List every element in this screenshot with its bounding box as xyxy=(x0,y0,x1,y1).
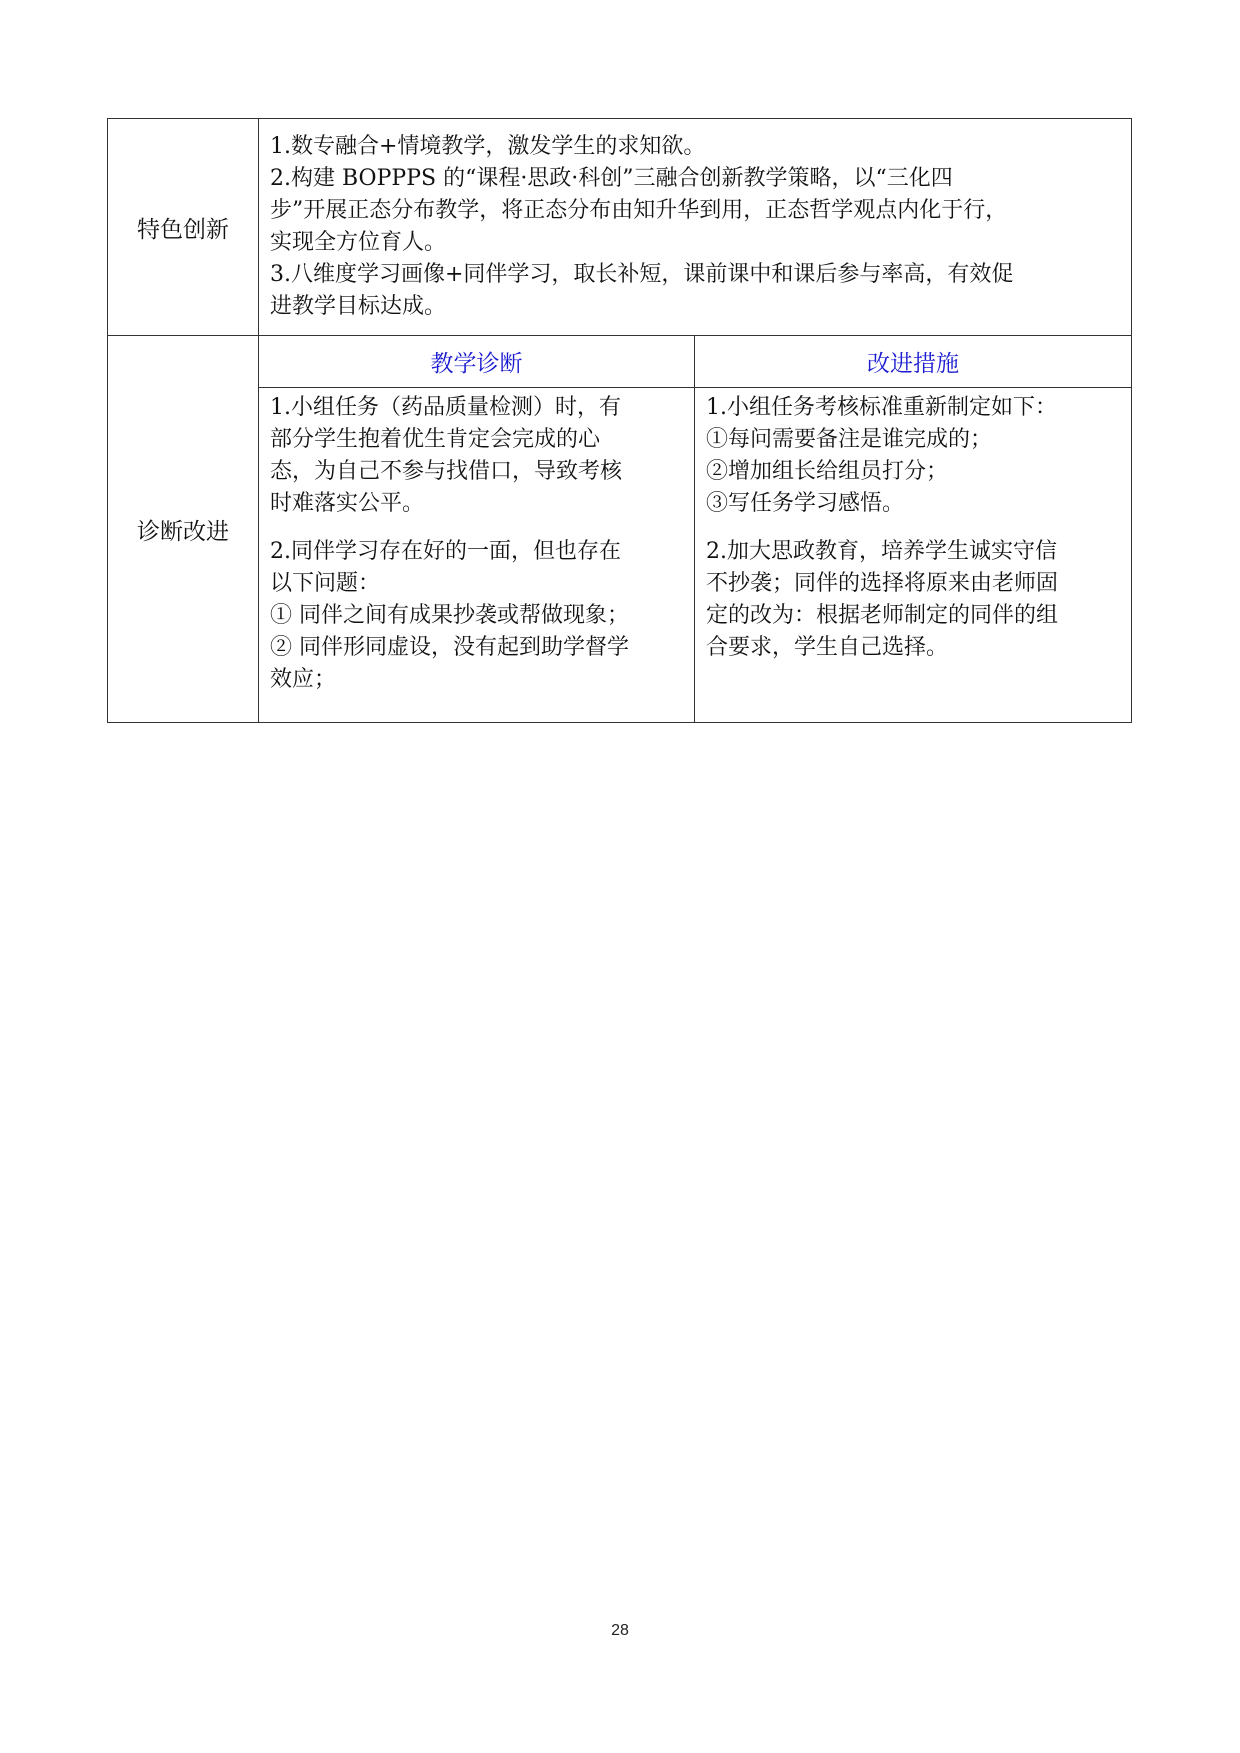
measures-p1-line-2: ①每问需要备注是谁完成的； xyxy=(706,427,993,452)
innovation-label: 特色创新 xyxy=(108,119,259,336)
innovation-line-1: 1.数专融合+情境教学，激发学生的求知欲。 xyxy=(270,134,706,159)
innovation-row xyxy=(108,119,1132,336)
diagnosis-p2-line-5: 效应； xyxy=(270,667,337,692)
measures-p1-line-4: ③写任务学习感悟。 xyxy=(706,491,905,516)
measures-paragraph-2 xyxy=(706,536,1121,664)
diagnosis-p2-line-3: ① 同伴之间有成果抄袭或帮做现象； xyxy=(270,603,629,628)
innovation-line-4: 实现全方位育人。 xyxy=(270,230,447,255)
diagnosis-label: 诊断改进 xyxy=(108,336,259,723)
diagnosis-p1-line-2: 部分学生抱着优生肯定会完成的心 xyxy=(270,427,601,452)
measures-p2-line-3: 定的改为：根据老师制定的同伴的组 xyxy=(706,603,1059,628)
teaching-diagnosis-content xyxy=(259,388,695,723)
page-number: 28 xyxy=(611,1622,629,1639)
measures-p2-line-1: 2.加大思政教育，培养学生诚实守信 xyxy=(706,539,1057,564)
improvement-measures-content xyxy=(695,388,1132,723)
diagnosis-p2-line-1: 2.同伴学习存在好的一面，但也存在 xyxy=(270,539,621,564)
diagnosis-header-row xyxy=(108,336,1132,388)
evaluation-table xyxy=(107,118,1132,723)
measures-p2-line-2: 不抄袭；同伴的选择将原来由老师固 xyxy=(706,571,1059,596)
innovation-line-5: 3.八维度学习画像+同伴学习，取长补短，课前课中和课后参与率高，有效促 xyxy=(270,262,1014,287)
diagnosis-p1-line-4: 时难落实公平。 xyxy=(270,491,425,516)
diagnosis-p1-line-1: 1.小组任务（药品质量检测）时，有 xyxy=(270,395,621,420)
diagnosis-p1-line-3: 态，为自己不参与找借口，导致考核 xyxy=(270,459,623,484)
innovation-line-3: 步”开展正态分布教学，将正态分布由知升华到用，正态哲学观点内化于行， xyxy=(270,198,1008,223)
diagnosis-paragraph-1 xyxy=(270,392,684,520)
teaching-diagnosis-header: 教学诊断 xyxy=(259,336,695,388)
measures-paragraph-1 xyxy=(706,392,1121,520)
diagnosis-paragraph-2 xyxy=(270,536,684,696)
measures-p1-line-1: 1.小组任务考核标准重新制定如下： xyxy=(706,395,1057,420)
innovation-line-2: 2.构建 BOPPPS 的“课程·思政·科创”三融合创新教学策略，以“三化四 xyxy=(270,166,953,191)
diagnosis-content-row xyxy=(108,388,1132,723)
measures-p1-line-3: ②增加组长给组员打分； xyxy=(706,459,949,484)
innovation-content xyxy=(259,119,1132,336)
diagnosis-p2-line-4: ② 同伴形同虚设，没有起到助学督学 xyxy=(270,635,629,660)
diagnosis-p2-line-2: 以下问题： xyxy=(270,571,381,596)
measures-p2-line-4: 合要求，学生自己选择。 xyxy=(706,635,949,660)
improvement-measures-header: 改进措施 xyxy=(695,336,1132,388)
innovation-line-6: 进教学目标达成。 xyxy=(270,294,447,319)
